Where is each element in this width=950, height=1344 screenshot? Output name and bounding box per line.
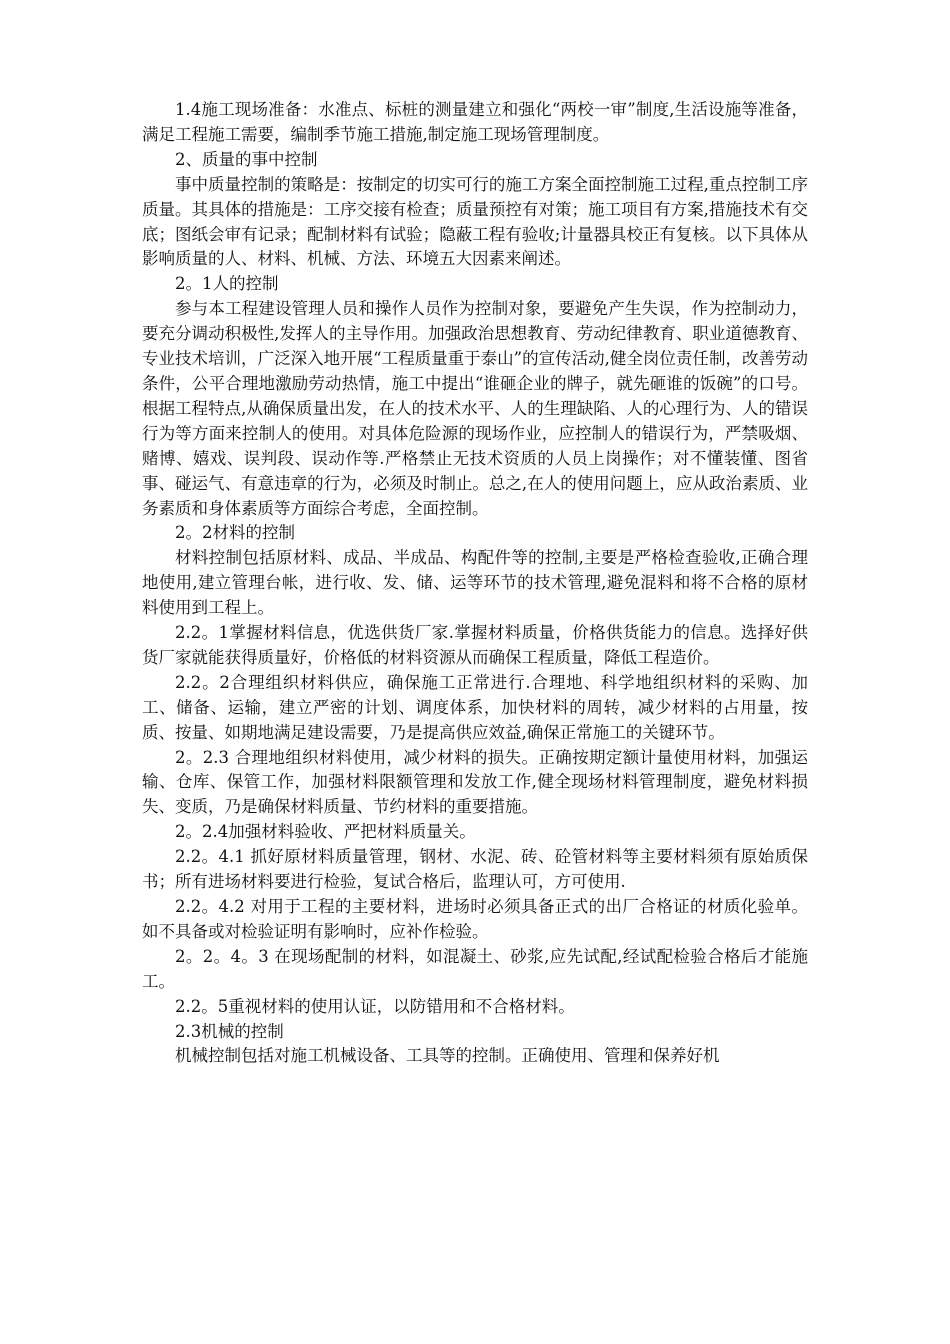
paragraph-material-usage: 2。2.3 合理地组织材料使用，减少材料的损失。正确按期定额计量使用材料，加强运输、仓库、保管工作，加强材料限额管理和发放工作,健全现场材料管理制度，避免材料损失、变质，乃是确保材料质量、节约材料的重要措施。 bbox=[142, 747, 808, 817]
paragraph-material-supply: 2.2。2合理组织材料供应，确保施工正常进行.合理地、科学地组织材料的采购、加工、储备、运输，建立严密的计划、调度体系，加快材料的周转，减少材料的占用量，按质、按量、如期地满足建设需要，乃是提高供应效益,确保正常施工的关键环节。 bbox=[142, 672, 808, 742]
heading-material-control: 2。2材料的控制 bbox=[175, 523, 295, 543]
heading-in-process-quality-control: 2、质量的事中控制 bbox=[175, 149, 318, 169]
paragraph-onsite-mix-materials: 2。2。4。3 在现场配制的材料，如混凝土、砂浆,应先试配,经试配检验合格后才能施工。 bbox=[142, 946, 808, 991]
heading-machinery-control: 2.3机械的控制 bbox=[175, 1021, 284, 1041]
paragraph-material-acceptance: 2。2.4加强材料验收、严把材料质量关。 bbox=[175, 822, 476, 842]
paragraph-material-certification: 2.2。5重视材料的使用认证，以防错用和不合格材料。 bbox=[175, 996, 575, 1016]
paragraph-in-process-strategy: 事中质量控制的策略是：按制定的切实可行的施工方案全面控制施工过程,重点控制工序质量。其具体的措施是：工序交接有检查；质量预控有对策；施工项目有方案,措施技术有交底；图纸会审有记录；配制材料有试验；隐蔽工程有验收;计量器具校正有复核。以下具体从影响质量的人、材料、机械、方法、环境五大因素来阐述。 bbox=[142, 174, 808, 269]
paragraph-machinery-control: 机械控制包括对施工机械设备、工具等的控制。正确使用、管理和保养好机 bbox=[175, 1046, 720, 1066]
paragraph-main-material-certificate: 2.2。4.2 对用于工程的主要材料，进场时必须具备正式的出厂合格证的材质化验单。如不具备或对检验证明有影响时，应补作检验。 bbox=[142, 897, 808, 941]
paragraph-site-preparation: 1.4施工现场准备：水准点、标桩的测量建立和强化“两校一审”制度,生活设施等准备，满足工程施工需要，编制季节施工措施,制定施工现场管理制度。 bbox=[142, 100, 808, 144]
document-body bbox=[142, 98, 808, 1069]
paragraph-material-control: 材料控制包括原材料、成品、半成品、构配件等的控制,主要是严格检查验收,正确合理地使用,建立管理台帐，进行收、发、储、运等环节的技术管理,避免混料和将不合格的原材料使用到工程上。 bbox=[142, 548, 808, 618]
paragraph-raw-material-management: 2.2。4.1 抓好原材料质量管理，钢材、水泥、砖、砼管材料等主要材料须有原始质保书；所有进场材料要进行检验，复试合格后，监理认可，方可使用. bbox=[142, 847, 808, 892]
heading-people-control: 2。1人的控制 bbox=[175, 274, 279, 294]
paragraph-material-info: 2.2。1掌握材料信息，优选供货厂家.掌握材料质量，价格供货能力的信息。选择好供货厂家就能获得质量好，价格低的材料资源从而确保工程质量，降低工程造价。 bbox=[142, 623, 808, 667]
paragraph-people-control: 参与本工程建设管理人员和操作人员作为控制对象，要避免产生失误，作为控制动力，要充分调动积极性,发挥人的主导作用。加强政治思想教育、劳动纪律教育、职业道德教育、专业技术培训，广泛深入地开展“工程质量重于泰山”的宣传活动,健全岗位责任制，改善劳动条件，公平合理地激励劳动热情，施工中提出“谁砸企业的牌子，就先砸谁的饭碗”的口号。根据工程特点,从确保质量出发，在人的技术水平、人的生理缺陷、人的心理行为、人的错误行为等方面来控制人的使用。对具体危险源的现场作业，应控制人的错误行为，严禁吸烟、赌博、嬉戏、误判段、误动作等.严格禁止无技术资质的人员上岗操作；对不懂装懂、图省事、碰运气、有意违章的行为，必须及时制止。总之,在人的使用问题上，应从政治素质、业务素质和身体素质等方面综合考虑，全面控制。 bbox=[142, 299, 808, 518]
